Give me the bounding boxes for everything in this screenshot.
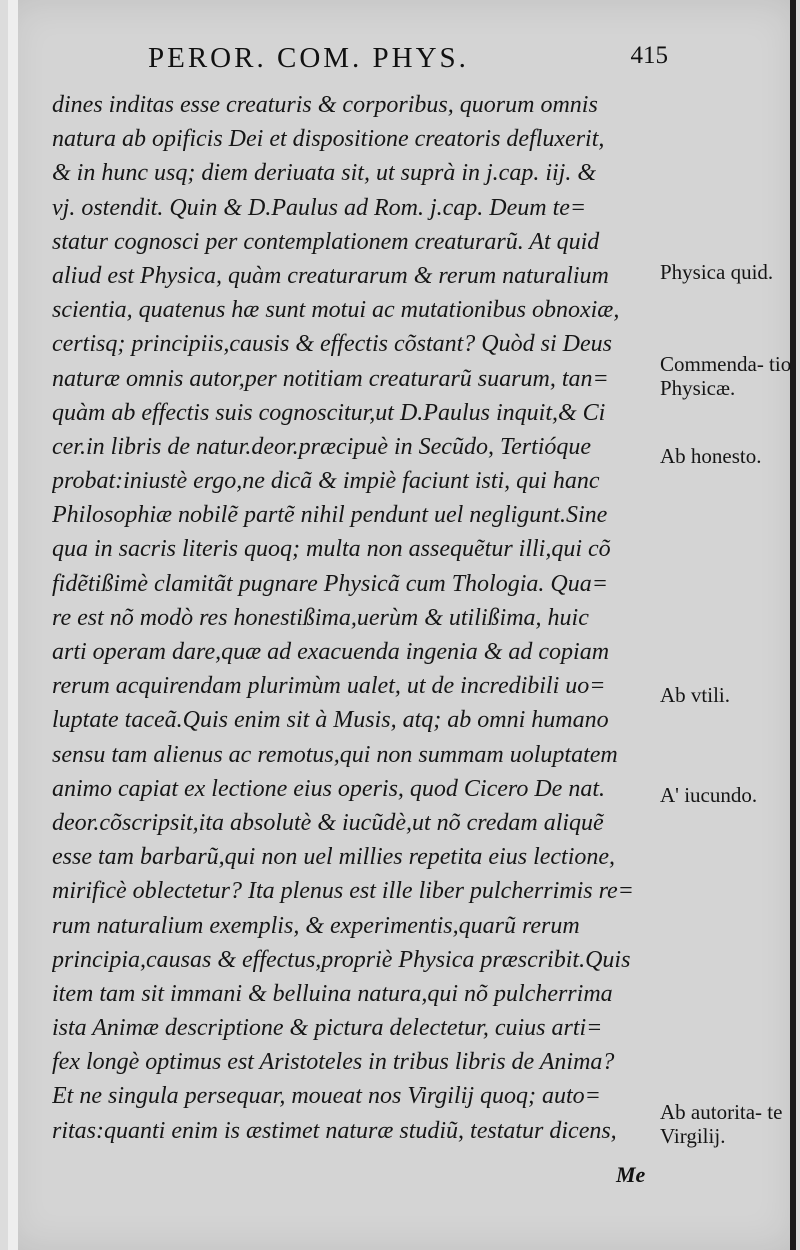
margin-note-ab-honesto: Ab honesto. [660,444,762,468]
text-line: deor.cõscripsit,ita absolutè & iucũdè,ut nõ credam aliquẽ [52,809,604,836]
text-line: item tam sit immani & belluina natura,qui nõ pulcherrima [52,980,613,1007]
body-text [52,88,656,1148]
page-header [148,42,668,82]
text-line: rum naturalium exemplis, & experimentis,quarũ rerum [52,912,580,939]
text-line: naturæ omnis autor,per notitiam creaturarũ suarum, tan= [52,365,609,392]
text-line: animo capiat ex lectione eius operis, quod Cicero De nat. [52,775,605,802]
text-line: fex longè optimus est Aristoteles in tribus libris de Anima? [52,1049,615,1076]
text-line: & in hunc usq; diem deriuata sit, ut suprà in j.cap. iij. & [52,160,596,187]
text-line: fidẽtißimè clamitãt pugnare Physicã cum Thologia. Qua= [52,570,608,597]
text-line: natura ab opificis Dei et dispositione creatoris defluxerit, [52,126,605,153]
text-line: certisq; principiis,causis & effectis cõstant? Quòd si Deus [52,331,612,358]
text-line: arti operam dare,quæ ad exacuenda ingenia & ad copiam [52,639,610,665]
text-line: vj. ostendit. Quin & D.Paulus ad Rom. j.cap. Deum te= [52,194,587,221]
text-line: mirificè oblectetur? Ita plenus est ille liber pulcherrimis re= [52,878,634,905]
text-line: Philosophiæ nobilẽ partẽ nihil pendunt uel negligunt.Sine [52,502,608,529]
text-line: re est nõ modò res honestißima,uerùm & utilißima, huic [52,604,589,631]
text-line: esse tam barbarũ,qui non uel millies repetita eius lectione, [52,844,616,871]
text-line: luptate taceã.Quis enim sit à Musis, atq; ab omni humano [52,707,609,734]
text-line: probat:iniustè ergo,ne dicã & impiè faciunt isti, qui hanc [52,468,600,495]
text-line: ritas:quanti enim is æstimet naturæ studiũ, testatur dicens, [52,1117,617,1144]
text-line: dines inditas esse creaturis & corporibus, quorum omnis [52,92,598,118]
text-line: cer.in libris de natur.deor.præcipuè in Secũdo, Tertióque [52,433,592,460]
margin-note-commendatio: Commenda- tio Physicæ. [660,352,792,400]
book-page [8,0,796,1250]
page-edge-left [8,0,18,1250]
margin-note-ab-autoritate: Ab autorita- te Virgilij. [660,1100,783,1148]
page-edge-right [790,0,796,1250]
margin-note-ab-utili: Ab vtili. [660,683,731,707]
text-line: principia,causas & effectus,propriè Physica præscribit.Quis [52,946,631,973]
text-line: qua in sacris literis quoq; multa non assequẽtur illi,qui cõ [52,536,611,563]
page-number: 415 [630,42,668,69]
text-line: quàm ab effectis suis cognoscitur,ut D.Paulus inquit,& Ci [52,399,606,426]
text-line: Et ne singula persequar, moueat nos Virgilij quoq; auto= [52,1083,601,1110]
text-line: sensu tam alienus ac remotus,qui non summam uoluptatem [52,741,618,768]
text-line: scientia, quatenus hæ sunt motui ac mutationibus obnoxiæ, [52,297,620,324]
running-head: PEROR. COM. PHYS. [148,42,469,74]
text-line: ista Animæ descriptione & pictura delectetur, cuius arti= [52,1015,603,1042]
catchword: Me [616,1162,646,1187]
text-line: aliud est Physica, quàm creaturarum & rerum naturalium [52,262,609,289]
text-line: rerum acquirendam plurimùm ualet, ut de incredibili uo= [52,673,606,700]
text-line: statur cognosci per contemplationem creaturarũ. At quid [52,228,600,255]
margin-note-physica-quid: Physica quid. [660,260,774,284]
margin-note-a-iucundo: A' iucundo. [660,783,758,807]
